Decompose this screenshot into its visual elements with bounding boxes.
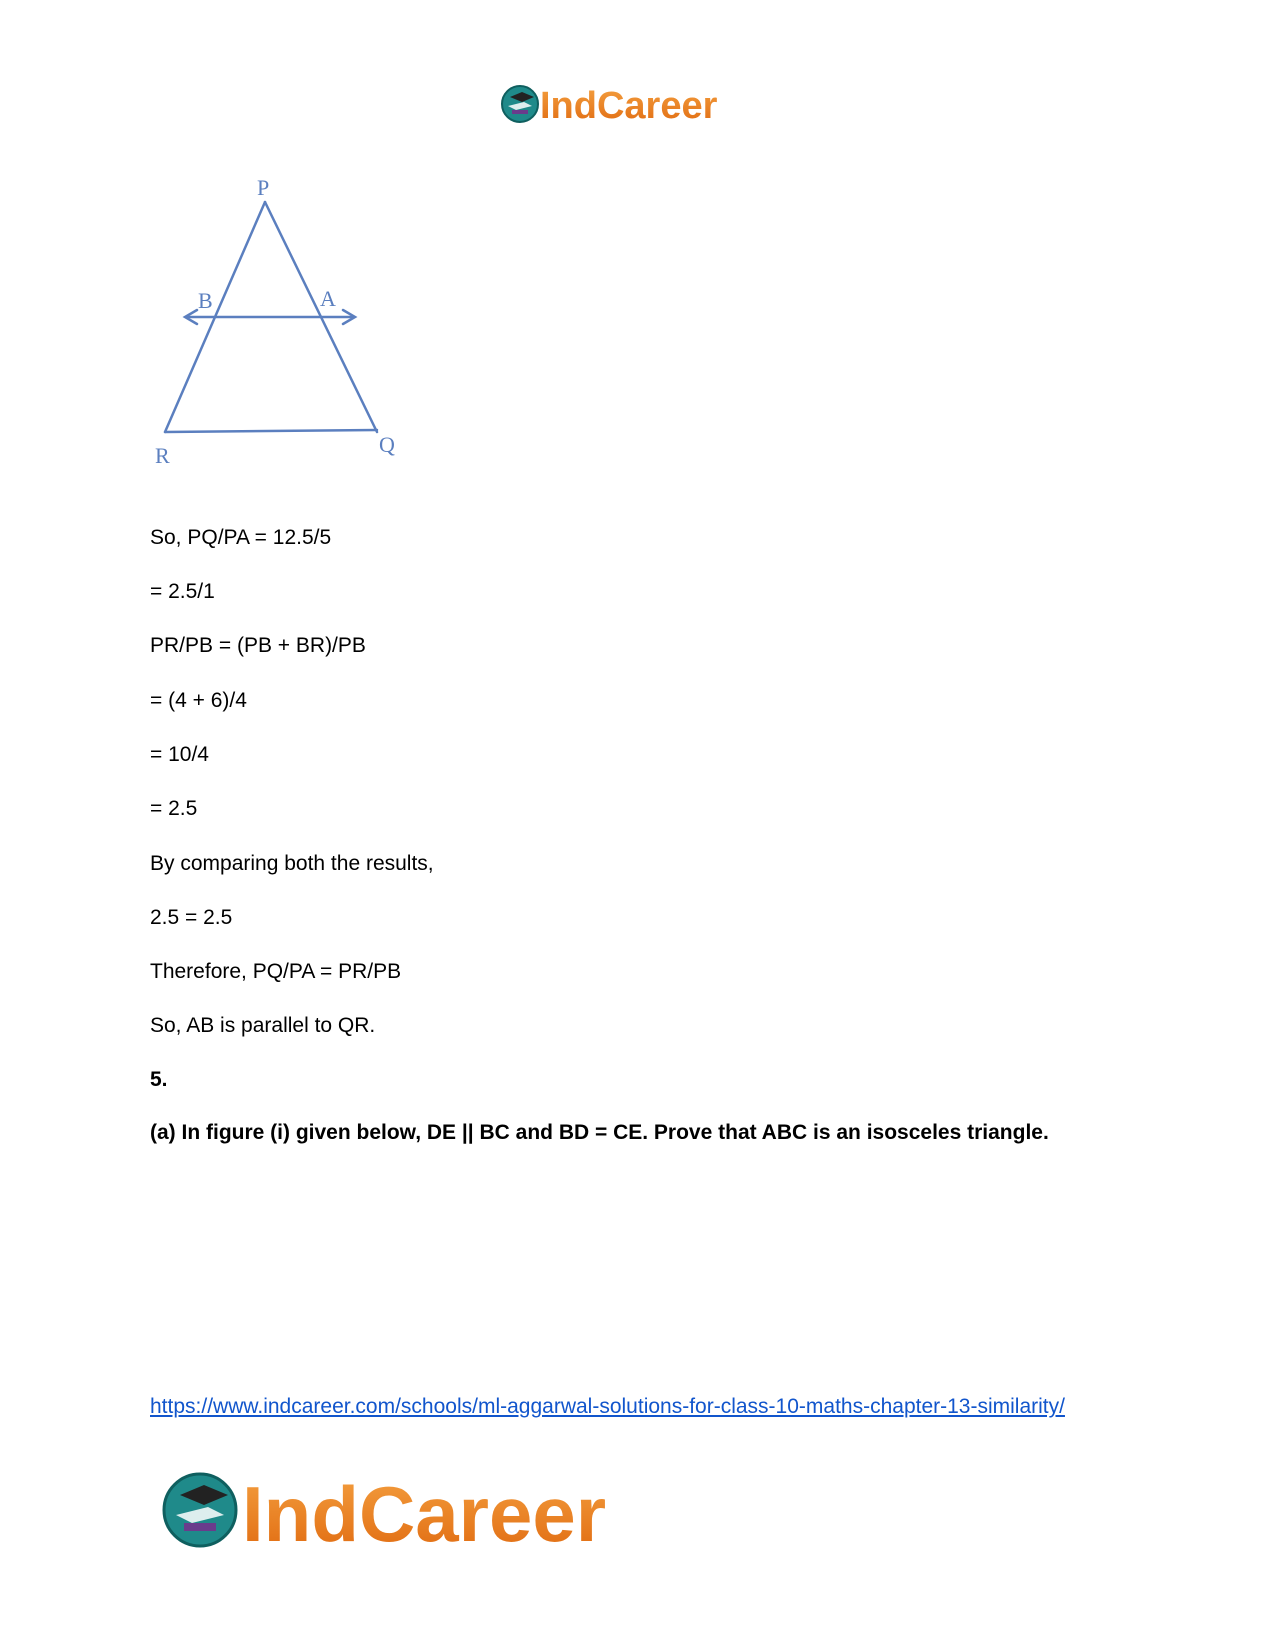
solution-line: By comparing both the results,: [150, 852, 434, 875]
globe-icon: [164, 1474, 236, 1546]
indcareer-logo-header: [500, 80, 780, 128]
question-number: 5.: [150, 1068, 168, 1091]
logo-text: IndCareer: [242, 1470, 607, 1555]
label-q: Q: [379, 432, 395, 457]
solution-line: = 10/4: [150, 743, 209, 766]
label-r: R: [155, 443, 170, 468]
label-p: P: [257, 180, 270, 200]
solution-line: = 2.5/1: [150, 580, 215, 603]
solution-line: So, AB is parallel to QR.: [150, 1014, 376, 1037]
solution-line: 2.5 = 2.5: [150, 906, 233, 929]
question-text: (a) In figure (i) given below, DE || BC and BD = CE. Prove that ABC is an isosceles triangle.: [150, 1121, 1049, 1144]
logo-text: IndCareer: [540, 85, 718, 127]
side-rq: [165, 430, 377, 432]
solution-line: = 2.5: [150, 797, 198, 820]
solution-line: = (4 + 6)/4: [150, 689, 247, 712]
solution-line: PR/PB = (PB + BR)/PB: [150, 634, 366, 657]
label-b: B: [198, 288, 213, 313]
globe-icon: [502, 86, 538, 122]
solution-line: So, PQ/PA = 12.5/5: [150, 526, 332, 549]
source-link[interactable]: https://www.indcareer.com/schools/ml-aggarwal-solutions-for-class-10-maths-chapter-13-similarity/: [150, 1395, 1065, 1418]
solution-line: Therefore, PQ/PA = PR/PB: [150, 960, 402, 983]
triangle-figure: [155, 180, 435, 490]
label-a: A: [320, 286, 336, 311]
indcareer-logo-footer: [160, 1465, 700, 1555]
